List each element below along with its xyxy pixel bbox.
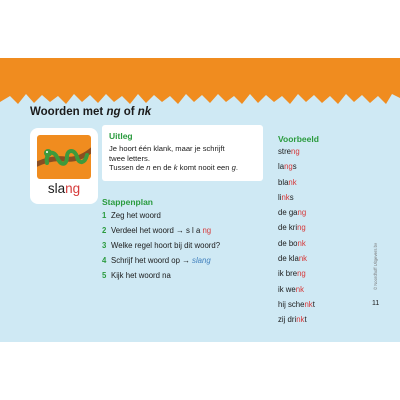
copyright-note: © Noordhoff Uitgevers bv [373, 243, 378, 290]
step-item: 2 Verdeel het woord → s l a ng [102, 226, 212, 235]
word-card-label: slang [47, 181, 81, 196]
steps-heading: Stappenplan [102, 197, 154, 207]
example-word: blank [278, 177, 297, 187]
example-word: streng [278, 147, 300, 156]
snake-on-branch-icon [37, 135, 91, 179]
explanation-line: Je hoort één klank, maar je schrijft [109, 144, 225, 153]
explanation-line: twee letters. [109, 153, 150, 163]
example-word: de bonk [278, 238, 306, 248]
example-word: de gang [278, 208, 307, 218]
example-word: de klank [278, 254, 308, 264]
step-item: 1 Zeg het woord [102, 211, 161, 220]
example-word: zij drinkt [278, 315, 307, 325]
explanation-line: Tussen de n en de k komt nooit een g. [109, 163, 238, 173]
example-word: links [278, 192, 294, 202]
examples-list [278, 147, 315, 331]
example-word: langs [278, 162, 297, 172]
page-number: 11 [372, 300, 380, 307]
example-word: hij schenkt [278, 299, 315, 309]
word-card [30, 128, 98, 204]
orange-grass-banner [0, 58, 400, 110]
explanation-box [102, 125, 263, 181]
page-title: Woorden met ng of nk [30, 106, 152, 118]
explanation-heading: Uitleg [109, 131, 133, 141]
step-item: 3 Welke regel hoort bij dit woord? [102, 241, 221, 250]
steps-list [102, 211, 220, 286]
example-word: ik breng [278, 269, 306, 279]
step-item: 5 Kijk het woord na [102, 271, 171, 280]
example-word: ik wenk [278, 284, 305, 294]
step-item: 4 Schrijf het woord op → slang [102, 256, 211, 265]
examples-heading: Voorbeeld [278, 134, 319, 144]
example-word: de kring [278, 223, 306, 233]
